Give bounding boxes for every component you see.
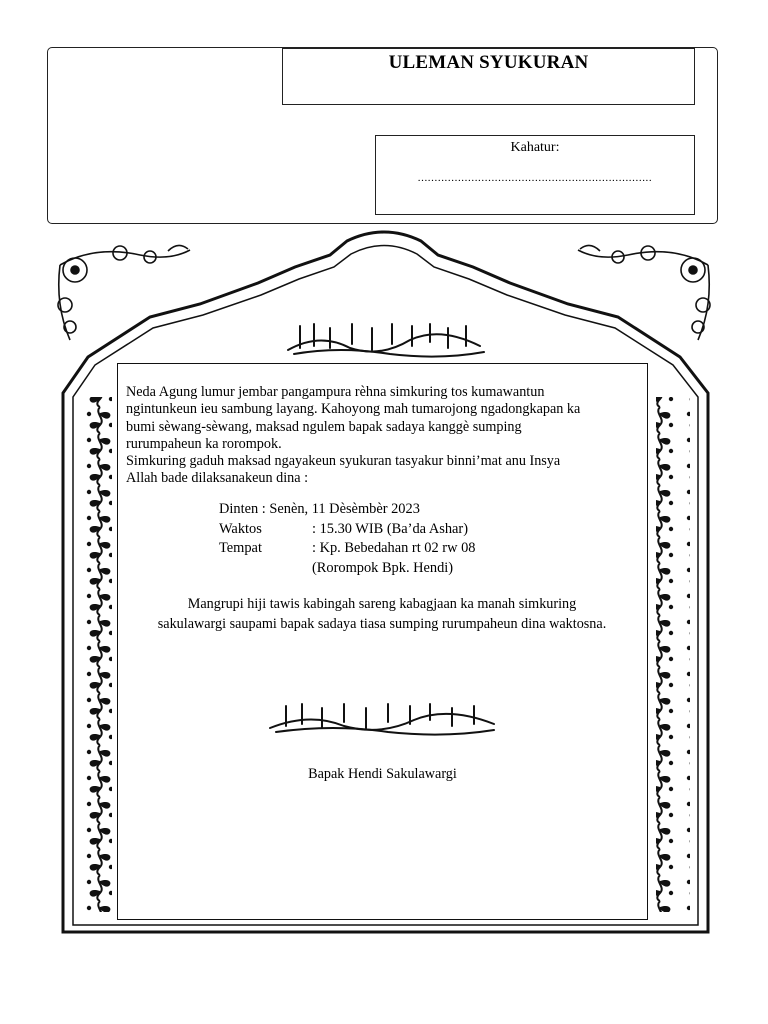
intro-line: Simkuring gaduh maksad ngayakeun syukuran tasyakur binni’mat anu Insya (126, 453, 561, 470)
place-note: (Rorompok Bpk. Hendi) (312, 559, 454, 576)
calligraphy-image (280, 318, 490, 358)
recipient-label: Kahatur: (510, 140, 560, 155)
intro-line: bumi sèwang-sèwang, maksad ngulem bapak sadaya kanggè sumping (126, 418, 522, 435)
closing-line: Mangrupi hiji tawis kabingah sareng kabagjaan ka manah simkuring (187, 596, 577, 612)
intro-line: Allah bade dilaksanakeun dina : (126, 470, 309, 487)
intro-line: rurumpaheun ka rorompok. (126, 435, 282, 452)
invitation-title: ULEMAN SYUKURAN (388, 52, 589, 73)
event-date: Dinten : Senèn, 11 Dèsèmbèr 2023 (219, 501, 420, 517)
recipient-name-line: ...................................................................... (417, 172, 653, 184)
place-label: Tempat (219, 540, 262, 556)
greeting-calligraphy-bottom (264, 700, 500, 736)
place-value: : Kp. Bebedahan rt 02 rw 08 (312, 540, 476, 556)
closing-paragraph (126, 594, 638, 634)
time-label: Waktos (219, 520, 262, 537)
calligraphy-image (264, 700, 500, 736)
intro-paragraph (126, 384, 638, 488)
intro-line: Neda Agung lumur jembar pangampura rèhna simkuring tos kumawantun (126, 384, 545, 400)
greeting-calligraphy-top (280, 318, 490, 358)
intro-line: ngintunkeun ieu sambung layang. Kahoyong mah tumarojong ngadongkapan ka (126, 401, 581, 418)
time-value: : 15.30 WIB (Ba’da Ashar) (312, 520, 468, 537)
closing-line: sakulawargi saupami bapak sadaya tiasa sumping rurumpaheun dina waktosna. (157, 616, 607, 632)
signature: Bapak Hendi Sakulawargi (308, 766, 457, 782)
